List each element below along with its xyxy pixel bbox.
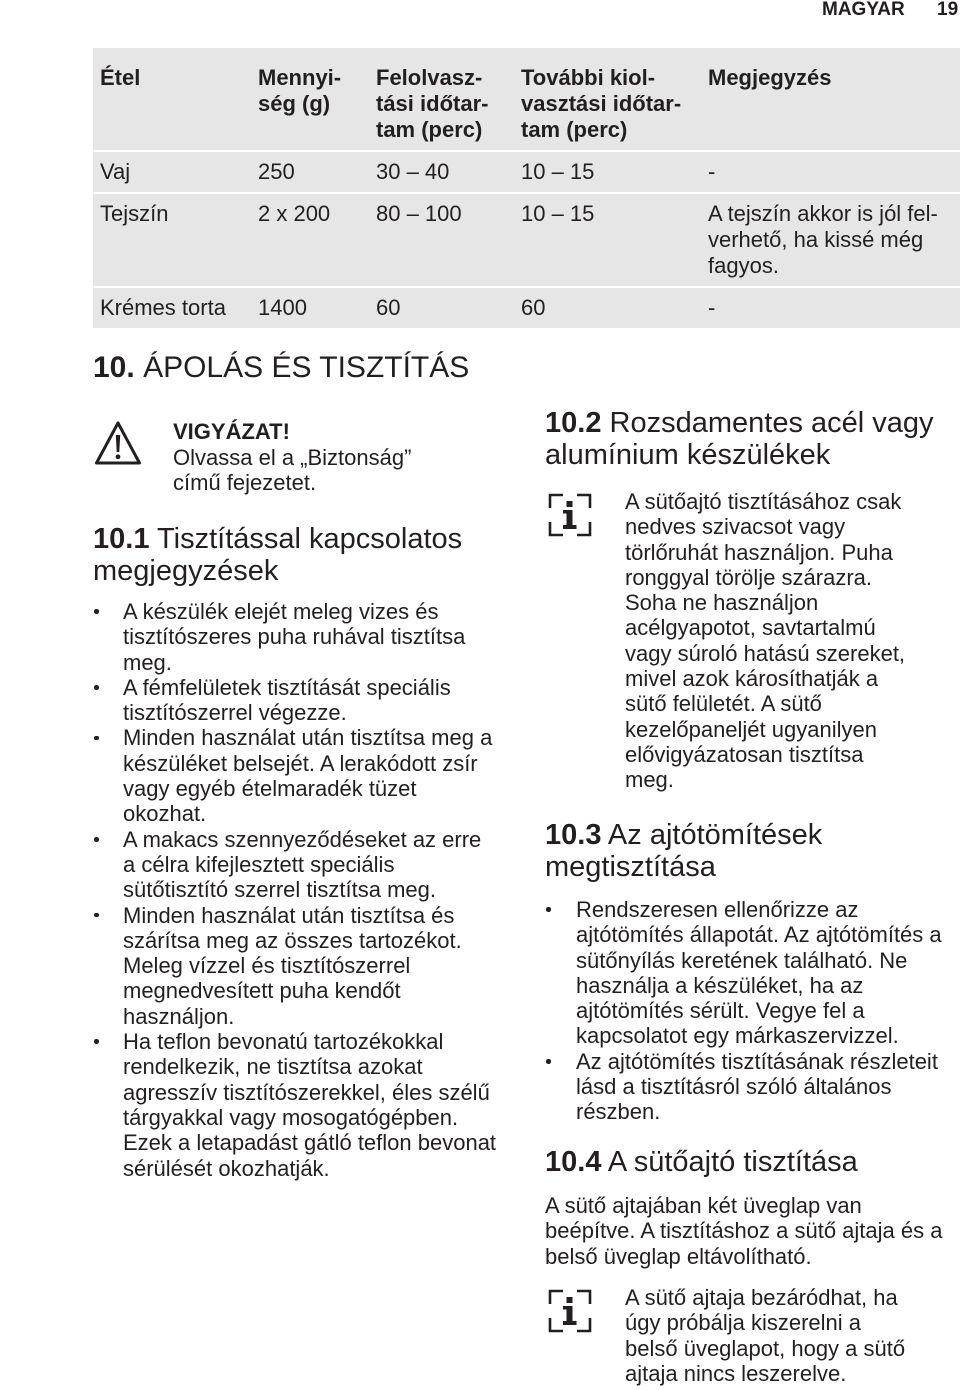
cell-quantity: 2 x 200 [258,201,331,226]
bullet-item [545,1049,960,1125]
warning-label: VIGYÁZAT! [173,419,290,444]
column-header-food: Étel [100,65,141,90]
column-header-quantity: Mennyi- ség (g) [258,65,342,116]
bullet-text: Minden használat után tisztítsa és szárítsa meg az összes tartozékot. Meleg vízzel és tisztítószerrel megnedvesített puha kendőt használjon. [123,902,462,1029]
bullet-item [93,903,533,1029]
bullet-dot [94,837,99,842]
subsection-title: Az ajtótömítések megtisztítása [545,819,823,883]
info-letter-stem [563,510,577,529]
info-text: A sütő ajtaja bezáródhat, ha úgy próbálja kiszerelni a belső üveglapot, hogy a sütő ajtaja nincs leszerelve. [625,1285,906,1386]
warning-block [173,419,411,496]
bullet-text: A fémfelületek tisztítását speciális tisztítószerrel végezze. [123,674,451,726]
bullet-item [93,827,533,903]
cell-quantity: 1400 [258,295,307,320]
info-letter-dot [567,1297,573,1303]
info-letter-stem [563,1306,577,1325]
warning-icon [94,420,142,466]
subsection-heading-stainless-steel [545,407,934,471]
subsection-number: 10.4 [545,1146,602,1178]
subsection-number: 10.2 [545,407,602,439]
bullet-text: Minden használat után tisztítsa meg a készüléket belsejét. A lerakódott zsír vagy egyéb ételmaradék tüzet okozhat. [123,725,493,827]
bullet-dot [94,1039,99,1044]
exclamation-stem [116,435,120,452]
bullet-text: A készülék elejét meleg vizes és tisztítószeres puha ruhával tisztítsa meg. [123,599,466,675]
table-row [93,194,960,286]
cell-notes: - [708,295,716,320]
subsection-number: 10.3 [545,819,602,851]
cell-food: Tejszín [100,201,169,226]
subsection-title: Tisztítással kapcsolatos megjegyzések [93,523,463,587]
section-title-text: ÁPOLÁS ÉS TISZTÍTÁS [143,351,470,384]
bullet-dot [546,1059,551,1064]
bullet-text: A makacs szennyeződéseket az erre a célra kifejlesztett speciális sütőtisztító szerrel tisztítsa meg. [123,826,482,903]
bullet-text: Rendszeresen ellenőrizze az ajtótömítés állapotát. Az ajtótömítés a sütőnyílás keretének található. Ne használja a készüléket, ha az ajtótömítés sérült. Vegye fel a kapcsolatot egy márkaszervizzel. [576,897,942,1049]
page-number: 19 [937,0,959,20]
column-header-notes: Megjegyzés [708,65,832,90]
cell-food: Vaj [100,159,131,184]
bullet-item [93,725,533,826]
bullet-dot [94,685,99,690]
section-title [93,348,469,388]
bullet-dot [94,609,99,614]
bullet-text: Ha teflon bevonatú tartozékokkal rendelkezik, ne tisztítsa azokat agresszív tisztítószerekkel, éles szélű tárgyakkal vagy mosogatógépben. Ezek a letapadást gátló teflon bevonat sérülését okozhatják. [123,1029,497,1181]
header-language: MAGYAR [822,0,905,20]
subsection-title: Rozsdamentes acél vagy alumínium készülékek [545,407,934,471]
table-row [93,152,960,192]
cell-defrost-time: 60 [376,295,401,320]
bullet-text: Az ajtótömítés tisztításának részleteit lásd a tisztításról szóló általános részben. [576,1048,938,1125]
cell-notes: A tejszín akkor is jól fel- verhető, ha kissé még fagyos. [708,201,938,278]
cell-extra-defrost-time: 10 – 15 [521,201,595,226]
bullet-item [93,599,533,675]
column-header-extra-defrost-time: További kiol- vasztási időtar- tam (perc) [521,65,682,142]
cell-notes: - [708,159,716,184]
info-icon [548,493,592,537]
defrosting-table [93,48,960,330]
bullet-item [545,897,960,1049]
cell-extra-defrost-time: 10 – 15 [521,159,595,184]
bullet-dot [546,907,551,912]
bullet-item [93,675,533,726]
cell-food: Krémes torta [100,295,226,320]
cleaning-notes-list [93,599,533,1181]
subsection-title: A sütőajtó tisztítása [607,1146,858,1178]
exclamation-dot [116,454,121,459]
info-text: A sütőajtó tisztításához csak nedves szivacsot vagy törlőruhát használjon. Puha ronggyal törölje szárazra. Soha ne használjon acélgyapotot, savtartalmú vagy súroló hatású szereket, mivel azok károsíthatják a sütő felületét. A sütő kezelőpaneljét ugyanilyen elővigyázatosan tisztítsa meg. [625,489,906,793]
section-number: 10. [93,351,135,384]
info-letter-dot [567,501,573,507]
subsection-heading-cleaning-notes [93,523,462,587]
warning-text: Olvassa el a „Biztonság” című fejezetet. [173,444,412,495]
subsection-heading-door-cleaning [545,1146,858,1178]
table-row [93,288,960,328]
cell-defrost-time: 80 – 100 [376,201,462,226]
table-header-row [93,48,960,150]
door-seals-list [545,897,960,1125]
bullet-dot [94,913,99,918]
bullet-dot [94,736,99,741]
info-icon [548,1289,592,1333]
subsection-number: 10.1 [93,523,150,555]
bullet-item [93,1029,533,1181]
column-header-defrost-time: Felolvasz- tási időtar- tam (perc) [376,65,489,142]
subsection-heading-door-seals [545,819,822,883]
cell-extra-defrost-time: 60 [521,295,546,320]
door-cleaning-paragraph: A sütő ajtajában két üveglap van beépítve. A tisztításhoz a sütő ajtaja és a belső üveglap eltávolítható. [545,1193,943,1269]
cell-quantity: 250 [258,159,295,184]
cell-defrost-time: 30 – 40 [376,159,450,184]
